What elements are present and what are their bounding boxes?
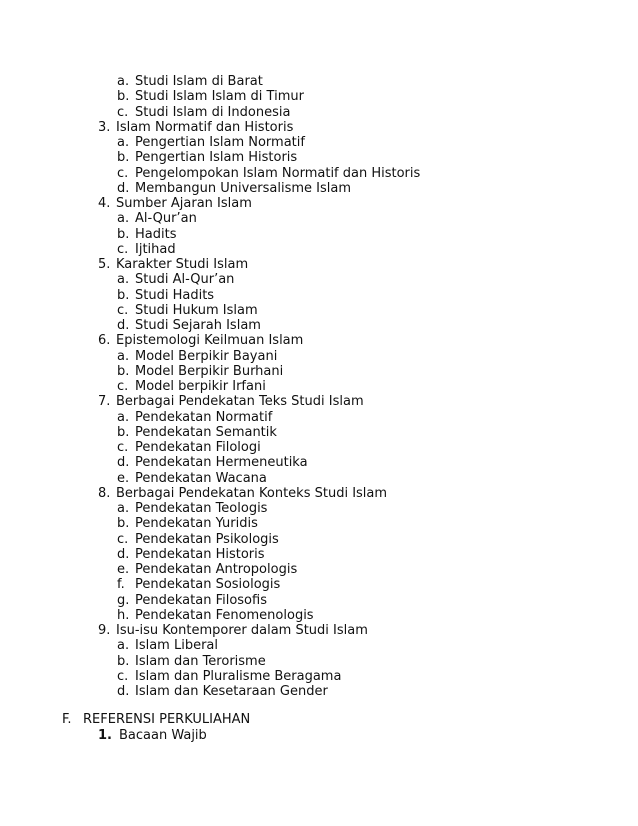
outline-subtopic <box>0 562 638 577</box>
outline-subtopic <box>0 89 638 104</box>
outline-subtopic <box>0 288 638 303</box>
outline-subtopic <box>0 547 638 562</box>
list-marker: c. <box>117 104 129 120</box>
list-item-text: Isu-isu Kontemporer dalam Studi Islam <box>116 623 368 638</box>
subsection-marker: 1. <box>98 727 112 743</box>
list-marker: e. <box>117 562 130 577</box>
list-item-text: Pendekatan Historis <box>135 546 265 562</box>
list-item-text: Pendekatan Semantik <box>135 424 277 440</box>
list-item-text: Islam dan Kesetaraan Gender <box>135 684 328 699</box>
list-item-text: Pendekatan Yuridis <box>135 516 258 532</box>
list-item-text: Pendekatan Wacana <box>135 470 267 486</box>
section-gap <box>0 699 638 712</box>
list-marker: b. <box>117 516 130 532</box>
outline-subtopic <box>0 318 638 333</box>
list-marker: a. <box>117 135 130 150</box>
list-item-text: Sumber Ajaran Islam <box>116 196 252 211</box>
list-item-text: Studi Sejarah Islam <box>135 318 261 333</box>
list-marker: c. <box>117 379 129 394</box>
list-marker: b. <box>117 287 130 303</box>
list-item-text: Studi Hadits <box>135 287 215 303</box>
list-marker: b. <box>117 226 130 242</box>
list-marker: d. <box>117 455 130 471</box>
outline-subtopic <box>0 242 638 257</box>
list-item-text: Studi Al-Qur’an <box>135 272 235 288</box>
list-marker: d. <box>117 180 130 196</box>
list-item-text: Ijtihad <box>135 241 176 257</box>
list-marker: d. <box>117 318 130 333</box>
section-marker: F. <box>62 712 72 728</box>
list-item-text: Islam dan Terorisme <box>135 653 266 669</box>
outline-subtopic <box>0 211 638 226</box>
list-item-text: Karakter Studi Islam <box>116 257 249 272</box>
list-item-text: Studi Islam Islam di Timur <box>135 89 304 105</box>
list-marker: c. <box>117 241 129 257</box>
list-marker: b. <box>117 653 130 669</box>
outline-subtopic <box>0 105 638 120</box>
list-marker: 8. <box>98 485 111 501</box>
outline-subtopic <box>0 135 638 150</box>
list-marker: c. <box>117 668 129 684</box>
outline-subtopic <box>0 654 638 669</box>
list-item-text: Studi Islam di Indonesia <box>135 104 291 120</box>
list-marker: 3. <box>98 119 111 135</box>
list-marker: c. <box>117 165 129 181</box>
list-item-text: Pendekatan Filologi <box>135 440 261 455</box>
list-item-text: Studi Islam di Barat <box>135 74 263 89</box>
outline-topic <box>0 486 638 501</box>
list-marker: 7. <box>98 394 111 410</box>
list-item-text: Al-Qur’an <box>135 211 197 227</box>
list-marker: c. <box>117 302 129 318</box>
outline-subtopic <box>0 669 638 684</box>
list-marker: a. <box>117 348 130 364</box>
list-marker: d. <box>117 546 130 562</box>
list-item-text: Pendekatan Normatif <box>135 409 273 425</box>
outline-subtopic <box>0 684 638 699</box>
list-marker: a. <box>117 211 130 227</box>
list-marker: c. <box>117 531 129 547</box>
list-item-text: Islam dan Pluralisme Beragama <box>135 668 342 684</box>
list-item-text: Pendekatan Antropologis <box>135 562 298 577</box>
section-title: REFERENSI PERKULIAHAN <box>83 712 251 728</box>
outline-subtopic <box>0 272 638 287</box>
list-marker: g. <box>117 592 130 608</box>
list-marker: a. <box>117 272 130 288</box>
outline-subtopic <box>0 227 638 242</box>
list-marker: b. <box>117 150 130 166</box>
outline-topic <box>0 333 638 348</box>
list-item-text: Pendekatan Teologis <box>135 501 268 516</box>
outline-topic <box>0 120 638 135</box>
list-marker: 4. <box>98 196 111 211</box>
list-item-text: Pendekatan Psikologis <box>135 531 279 547</box>
list-item-text: Model Berpikir Bayani <box>135 348 278 364</box>
list-item-text: Studi Hukum Islam <box>135 302 258 318</box>
list-item-text: Epistemologi Keilmuan Islam <box>116 333 304 349</box>
outline-subtopic <box>0 166 638 181</box>
list-marker: b. <box>117 89 130 105</box>
outline-topic <box>0 394 638 409</box>
outline-subtopic <box>0 577 638 592</box>
list-item-text: Islam Normatif dan Historis <box>116 119 294 135</box>
outline-list <box>0 74 638 699</box>
list-item-text: Pendekatan Fenomenologis <box>135 607 314 623</box>
section-heading <box>0 712 638 727</box>
list-item-text: Pengertian Islam Normatif <box>135 135 305 150</box>
outline-subtopic <box>0 181 638 196</box>
outline-subtopic <box>0 471 638 486</box>
list-item-text: Pendekatan Sosiologis <box>135 577 281 593</box>
outline-topic <box>0 623 638 638</box>
list-item-text: Berbagai Pendekatan Teks Studi Islam <box>116 394 364 410</box>
list-item-text: Pengertian Islam Historis <box>135 150 298 166</box>
outline-subtopic <box>0 425 638 440</box>
outline-subtopic <box>0 638 638 653</box>
outline-subtopic <box>0 410 638 425</box>
outline-subtopic <box>0 379 638 394</box>
list-item-text: Berbagai Pendekatan Konteks Studi Islam <box>116 485 388 501</box>
list-marker: a. <box>117 638 130 654</box>
subsection-heading <box>0 728 638 743</box>
outline-subtopic <box>0 608 638 623</box>
outline-subtopic <box>0 455 638 470</box>
outline-topic <box>0 196 638 211</box>
list-item-text: Membangun Universalisme Islam <box>135 180 351 196</box>
list-item-text: Model Berpikir Burhani <box>135 363 284 379</box>
outline-subtopic <box>0 516 638 531</box>
list-marker: h. <box>117 607 130 623</box>
list-marker: f. <box>117 577 125 593</box>
list-marker: e. <box>117 470 130 486</box>
list-item-text: Pendekatan Hermeneutika <box>135 455 308 471</box>
list-marker: 9. <box>98 623 111 638</box>
list-marker: b. <box>117 363 130 379</box>
list-marker: 5. <box>98 257 111 272</box>
list-marker: c. <box>117 440 129 455</box>
list-marker: d. <box>117 684 130 699</box>
list-item-text: Pengelompokan Islam Normatif dan Historis <box>135 165 421 181</box>
list-item-text: Hadits <box>135 226 177 242</box>
outline-subtopic <box>0 150 638 165</box>
list-item-text: Model berpikir Irfani <box>135 379 266 394</box>
outline-subtopic <box>0 364 638 379</box>
outline-subtopic <box>0 349 638 364</box>
subsection-title: Bacaan Wajib <box>119 727 207 743</box>
list-marker: b. <box>117 424 130 440</box>
list-marker: a. <box>117 501 130 516</box>
outline-subtopic <box>0 501 638 516</box>
outline-subtopic <box>0 74 638 89</box>
list-marker: a. <box>117 74 130 89</box>
outline-subtopic <box>0 440 638 455</box>
outline-subtopic <box>0 593 638 608</box>
list-marker: 6. <box>98 333 111 349</box>
document-content <box>0 74 638 743</box>
outline-subtopic <box>0 532 638 547</box>
outline-topic <box>0 257 638 272</box>
outline-subtopic <box>0 303 638 318</box>
list-item-text: Pendekatan Filosofis <box>135 592 267 608</box>
list-item-text: Islam Liberal <box>135 638 219 654</box>
list-marker: a. <box>117 409 130 425</box>
